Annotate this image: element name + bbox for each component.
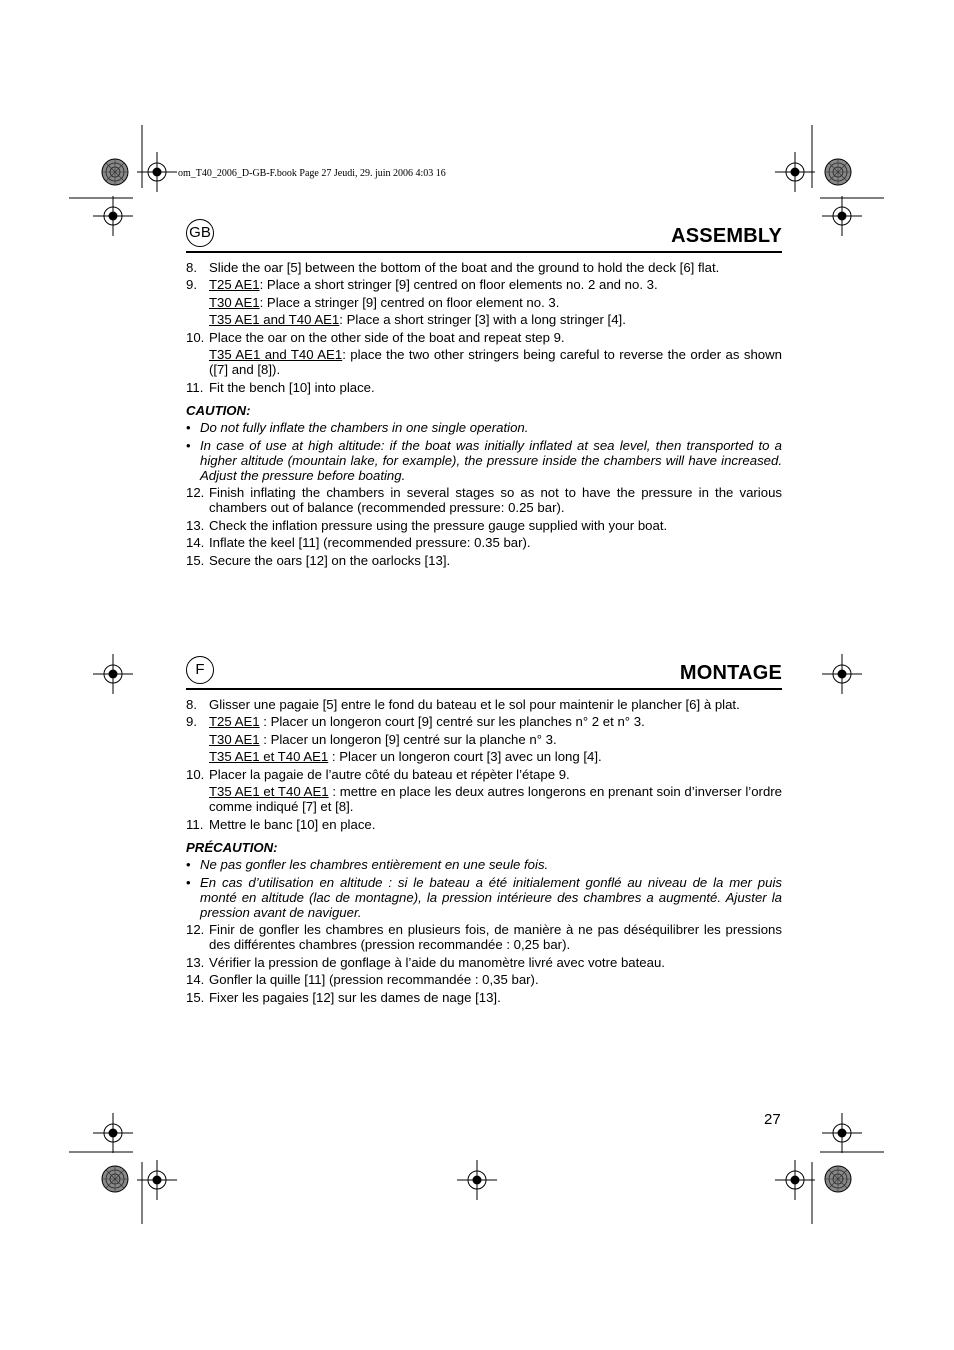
list-item: 10. Place the oar on the other side of the boat and repeat step 9. T35 AE1 and T40 AE1: place the two other stringers being careful to reverse the order as shown ([7] and [8]). — [186, 329, 783, 377]
list-item: 9. T25 AE1 : Placer un longeron court [9] centré sur les planches n° 2 et n° 3. T30 AE1 : Placer un longeron [9] centré sur la planche n° 3. T35 AE1 et T40 AE1 : Placer un longeron court [3] avec un long [4]. — [186, 714, 645, 764]
section-content — [186, 253, 782, 568]
model-label: T30 AE1 — [209, 294, 260, 310]
model-label: T25 AE1 — [209, 714, 260, 729]
model-label: T25 AE1 — [209, 277, 260, 292]
page-number: 27 — [764, 1111, 781, 1128]
list-item: 13. Check the inflation pressure using the pressure gauge supplied with your boat. — [186, 517, 668, 533]
model-label: T35 AE1 and T40 AE1 — [209, 347, 343, 362]
section-montage — [186, 656, 782, 1005]
list-item: 10. Placer la pagaie de l’autre côté du bateau et répèter l’étape 9. T35 AE1 et T40 AE1 : mettre en place les deux autres longerons en prenant soin d’inverser l’ordre comme indiqué [7] et [8]. — [186, 766, 782, 814]
list-item: 14. Gonfler la quille [11] (pression recommandée : 0,35 bar). — [186, 972, 539, 987]
model-label: T35 AE1 et T40 AE1 — [209, 749, 329, 764]
language-badge: F — [186, 656, 214, 684]
list-item: 11. Mettre le banc [10] en place. — [186, 816, 376, 832]
caution-label: PRÉCAUTION: — [186, 839, 278, 855]
section-title: MONTAGE — [679, 662, 782, 684]
section-assembly — [186, 219, 782, 568]
section-content — [186, 690, 782, 1005]
list-item: 12. Finish inflating the chambers in several stages so as not to have the pressure in the various chambers out of balance (recommended pressure: 0.25 bar). — [186, 485, 782, 515]
file-info-header: om_T40_2006_D-GB-F.book Page 27 Jeudi, 29. juin 2006 4:03 16 — [178, 168, 446, 179]
caution-bullet: • Ne pas gonfler les chambres entièrement en une seule fois. — [186, 857, 549, 872]
list-item: 8. Glisser une pagaie [5] entre le fond du bateau et le sol pour maintenir le plancher [6] à plat. — [186, 696, 740, 712]
list-item: 14. Inflate the keel [11] (recommended pressure: 0.35 bar). — [186, 535, 531, 550]
list-item: 9. T25 AE1: Place a short stringer [9] centred on floor elements no. 2 and no. 3. T30 AE1: Place a stringer [9] centred on floor element no. 3. T35 AE1 and T40 AE1: Place a short stringer [3] with a long stringer [4]. — [186, 277, 658, 327]
model-label: T35 AE1 and T40 AE1 — [209, 312, 340, 327]
list-item: 13. Vérifier la pression de gonflage à l’aide du manomètre livré avec votre bateau. — [186, 954, 665, 970]
section-title: ASSEMBLY — [671, 225, 782, 247]
caution-bullet: • Do not fully inflate the chambers in one single operation. — [186, 420, 529, 435]
model-label: T35 AE1 et T40 AE1 — [209, 784, 329, 799]
caution-bullet: • En cas d’utilisation en altitude : si le bateau a été initialement gonflé au niveau de la mer puis monté en altitude (lac de montagne), la pression intérieure des chambres a augmenté. Ajuster la pression avant de naviguer. — [186, 874, 782, 920]
list-item: 8. Slide the oar [5] between the bottom of the boat and the ground to hold the deck [6] flat. — [186, 259, 720, 275]
list-item: 15. Fixer les pagaies [12] sur les dames de nage [13]. — [186, 989, 501, 1005]
language-badge: GB — [186, 219, 214, 247]
section-header — [186, 656, 782, 690]
caution-bullet: • In case of use at high altitude: if the boat was initially inflated at sea level, then transported to a higher altitude (mountain lake, for example), the pressure inside the chambers will have increased. Adjust the pressure before boating. — [186, 437, 782, 483]
caution-label: CAUTION: — [186, 402, 251, 418]
list-item: 11. Fit the bench [10] into place. — [186, 379, 375, 395]
model-label: T30 AE1 — [209, 731, 260, 747]
list-item: 12. Finir de gonfler les chambres en plusieurs fois, de manière à ne pas déséquilibrer les pressions des différentes chambres (pression recommandée : 0,25 bar). — [186, 922, 782, 952]
list-item: 15. Secure the oars [12] on the oarlocks [13]. — [186, 552, 451, 568]
section-header — [186, 219, 782, 253]
